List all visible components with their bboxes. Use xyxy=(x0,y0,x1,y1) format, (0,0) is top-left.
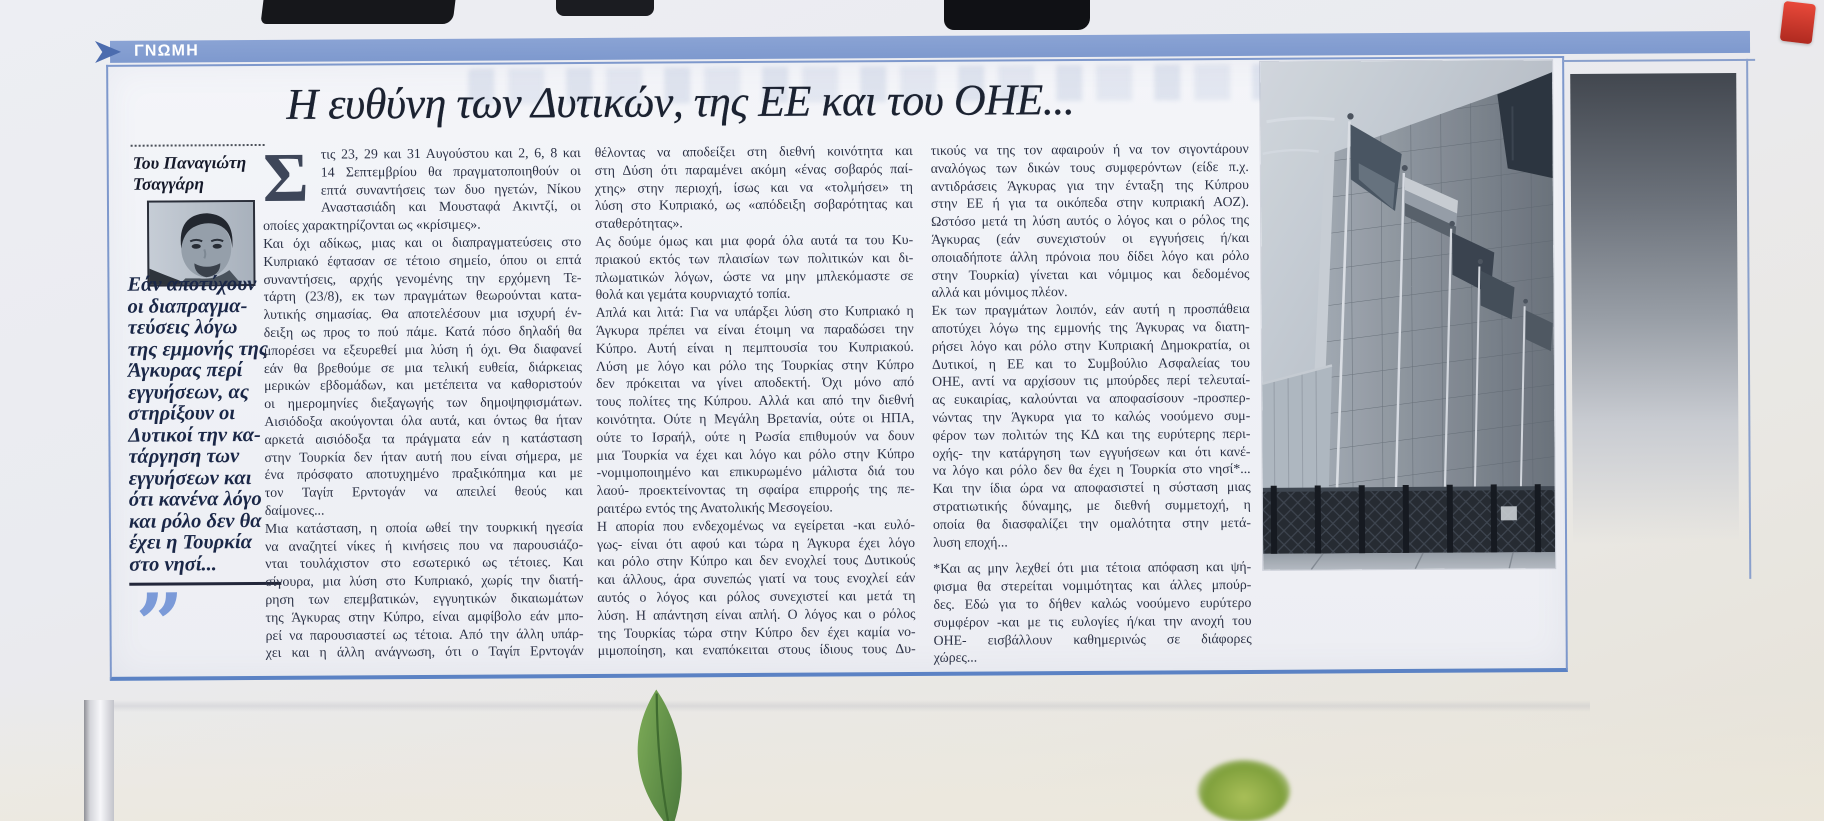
body-line: της Άγκυρας στην Κύπρο, είναι αμφίβολο εάν μπο- xyxy=(265,607,584,625)
pull-quote-line: εγγυήσεων, ας xyxy=(128,380,250,404)
body-line: Ας δούμε όμως και μια φορά όλα αυτά τα του Κυ- xyxy=(595,231,914,249)
pull-quote-line: ότι κανένα λόγο xyxy=(128,487,262,511)
body-line: να αναζητεί νίκες ή κινήσεις που να παρουσιάζο- xyxy=(265,536,584,554)
body-line: Λύση με λόγο και ρόλο της Τουρκίας στην Κύπρο xyxy=(595,356,915,374)
body-line: χτης» στην περιοχή, ίσως και να «τολμήσει» τη xyxy=(594,178,913,196)
plant-leaf xyxy=(593,679,717,821)
body-line: *Και ας μην λεχθεί ότι μια τέτοια απόφαση και ψή- xyxy=(933,559,1252,577)
body-line: μπορέσει να εξευρεθεί μια λύση ή όχι. Θα διαφανεί xyxy=(263,340,582,358)
column-1-lines xyxy=(262,139,584,662)
column-3-lines xyxy=(931,140,1252,667)
adjacent-box-top-border xyxy=(1563,59,1755,62)
body-line: μερικών εβδομάδων, και μετέπειτα να καθοριστούν xyxy=(264,376,583,394)
body-line: -νομιμοποιημένο και επικυρωμένο μάλιστα διά του xyxy=(596,463,915,481)
body-line: λαού- προεκτείνοντας τη σφαίρα επιρροής της πε- xyxy=(596,481,915,499)
article-photo-un-flags xyxy=(1260,60,1555,570)
byline xyxy=(133,152,247,194)
body-line: αυτός ο λόγος και ρόλος συνεχιστεί και μετά τη xyxy=(597,587,916,605)
body-line: λύση στο Κυπριακό, ως «απόδειξη σοβαρότητας και xyxy=(594,196,914,214)
body-line: Κυπριακό έφτασαν σε τέτοιο σημείο, όπου οι επτά xyxy=(263,251,582,269)
body-line: στη Δύση ότι παραμένει ακόμη «ένας σοβαρός παί- xyxy=(594,160,913,178)
body-line: επτά συναντήσεις των δυο ηγετών, Νίκου xyxy=(320,180,581,198)
pull-quote-line: Εάν αποτύχουν xyxy=(127,273,257,296)
body-line: θέλοντας να αποδείξει στη διεθνή κοινότητα και xyxy=(594,142,913,160)
body-column-3 xyxy=(931,140,1252,667)
body-line: δεν πρόκειται να γίνει αποδεκτή. Όχι μόνο από xyxy=(596,374,915,392)
body-line: σταθερότητας». xyxy=(595,215,683,232)
body-line: μιμοποίηση, και εναπόκειται στους ίδιους τους Δυ- xyxy=(597,641,916,659)
body-line: συμφέρον -και με τις ευλογίες ή/και την ανοχή του xyxy=(933,612,1252,630)
body-line: στρατιωτικής δύναμης, με διεθνή συμμετοχή, η xyxy=(932,496,1251,514)
body-line: ρεί να παρουσιαστεί ως τέτοια. Από την άλλη υπάρ- xyxy=(265,625,584,643)
body-line: δες. Εδώ για το δήθεν καλώς νοούμενο ευρύτερο xyxy=(933,594,1252,612)
red-corner-tab xyxy=(1780,1,1816,44)
drop-cap: Σ xyxy=(262,139,309,217)
body-line: Άγκυρα πρέπει να είναι έτοιμη να παραδώσει την xyxy=(595,320,914,338)
body-line: ΟΗΕ- εισβάλλουν καθημερινώς σε διάφορες xyxy=(933,630,1252,648)
pull-quote-line: έχει η Τουρκία xyxy=(128,531,253,554)
body-line: Εκ των πραγμάτων λοιπόν, εάν αυτή η προσπάθεια xyxy=(931,301,1250,319)
body-line: οι ημερομηνίες διεξαγωγής των δημοψηφισμάτων. xyxy=(264,394,583,412)
table-surface xyxy=(0,690,1824,821)
body-line: νώντας την Άγκυρα για το καλώς νοούμενο συμ- xyxy=(932,407,1251,425)
body-line: Ωστόσο μετά τη λύση αυτός ο λόγος και ο ρόλος της xyxy=(931,212,1250,230)
byline-line2: Τσαγγάρη xyxy=(132,172,204,194)
pull-quote-line: της εμμονής της xyxy=(127,337,269,361)
body-line: στην ΕΕ ή για τα οικόπεδα στην κυπριακή ΑΟΖ). xyxy=(930,194,1250,212)
pull-quote-line: εγγυήσεων και xyxy=(128,466,252,490)
pull-quote-line: τεύσεις λόγω xyxy=(127,316,238,339)
body-line: στην Τουρκία) γίνεται και νόμιμος και δεδομένος xyxy=(931,265,1250,283)
author-rail xyxy=(120,66,272,674)
body-line: φισμα θα στερείται νομιμότητας και άλλες μπούρ- xyxy=(933,577,1252,594)
body-line: οποίες χαρακτηρίζονται ως «κρίσιμες». xyxy=(263,216,481,234)
body-line: ΟΗΕ, αντί να αρχίσουν τις μπούρδες περί τελευταί- xyxy=(932,372,1251,390)
body-line: σίγουρα, μια λύση στο Κυπριακό, χωρίς την διατή- xyxy=(265,572,584,590)
body-line: Αισιόδοξα ακούγονται όλα αυτά, και όντως θα ήταν xyxy=(264,411,583,429)
body-line: ραιτέρω εντός της Ανατολικής Μεσογείου. xyxy=(596,499,833,516)
plant-leaf-blurred xyxy=(1198,760,1290,821)
body-line: Άγκυρας (εάν συνεχιστούν οι εγγυήσεις ή/και xyxy=(931,229,1250,247)
body-line: μια Τουρκία να έχει και λόγο και ρόλο στην Κύπρο xyxy=(596,445,915,463)
body-line: στην Τουρκία δεν ήταν αυτή που είναι σήμερα, με xyxy=(264,447,583,465)
un-flags-photo-graphic xyxy=(1260,60,1555,570)
body-line: της Τουρκίας τώρα στην Κύπρο δεν έχει καμία νο- xyxy=(597,623,916,641)
body-line: ούτε το Ισραήλ, ούτε η Ρωσία επιθυμούν να δουν xyxy=(596,427,915,445)
body-line: κοινότητα. Ούτε η Μεγάλη Βρετανία, ούτε οι ΗΠΑ, xyxy=(596,409,915,427)
body-line: τάρτη (23/8), εκ των πραγμάτων θεωρούνται κατα- xyxy=(263,287,582,305)
pull-quote-line: στηρίξουν οι xyxy=(128,402,236,425)
body-line: αρκετά αισιόδοξα τα πράγματα εάν η κατάσταση xyxy=(264,429,583,447)
body-line: γως- είναι ότι αφού και τώρα η Άγκυρα έχει λόγο xyxy=(597,534,916,552)
body-line: φέρον των πολιτών της ΚΔ και της ευρύτερης περι- xyxy=(932,425,1251,443)
body-line: 14 Σεπτεμβρίου θα πραγματοποιηθούν οι xyxy=(320,162,581,180)
pull-quote-line: και ρόλο δεν θα xyxy=(128,509,262,533)
body-column-2 xyxy=(595,142,916,660)
body-line: νται τουλάχιστον στο εσωτερικό ως τέτοιες. Και xyxy=(265,554,584,572)
body-line: ρηση των επεμβατικών, εγγυητικών δικαιωμάτων xyxy=(265,589,584,607)
column-2-lines xyxy=(595,142,916,660)
body-line: τους πολίτες της Κύπρου. Αλλά και από την διεθνή xyxy=(596,392,915,410)
body-line: Δυτικοί, η ΕΕ και το Συμβούλιο Ασφαλείας του xyxy=(931,354,1251,372)
body-line: αποτύχει λόγω της εμμονής της Άγκυρας να διατη- xyxy=(931,318,1250,336)
body-line: τικούς να της τον αφαιρούν ή να τον σιγοντάρουν xyxy=(930,140,1249,158)
body-line: πλωματικών λόγων, ώστε να μην μπλεκόμαστε σε xyxy=(595,267,914,285)
body-column-1 xyxy=(262,139,584,662)
pull-quote-line: Δυτικοί την κα- xyxy=(128,423,261,447)
pull-quote-line: στο νησί... xyxy=(129,552,217,576)
body-line: πριακού εκτός των πλαισίων των πολιτικών και δι- xyxy=(595,249,914,267)
article-box xyxy=(106,56,1568,681)
body-line: οποιαδήποτε άλλη πρόνοια που δίδει λόγο και ρόλο xyxy=(931,247,1250,265)
body-line: δαίμονες... xyxy=(264,502,325,518)
body-line: και ρόλο στην Κύπρο και δεν ενοχλεί τους Δυτικούς xyxy=(597,552,916,570)
body-line: Και όχι αδίκως, μιας και οι διαπραγματεύσεις στο xyxy=(263,234,582,251)
body-line: Αναστασιάδη και Μουσταφά Ακιντζί, οι xyxy=(320,198,582,215)
body-line: εάν θα βρεθούμε σε μια τελική ευθεία, διάρκειας xyxy=(263,358,583,376)
adjacent-article-photo xyxy=(1570,73,1739,544)
body-line: ας ευκαιρίας, καλούνται να αποφασίσουν -προσπερ- xyxy=(932,390,1251,408)
body-line: Κύπρο. Αυτή είναι η πεμπτουσία του Κυπριακού. xyxy=(595,338,914,356)
section-label: ΓΝΩΜΗ xyxy=(133,42,199,60)
body-line: ρήσει λόγο και ρόλο στην Κυπριακή Δημοκρατία, οι xyxy=(931,336,1250,354)
body-line: να λόγο και ρόλο δεν θα έχει η Τουρκία στο νησί*... xyxy=(932,461,1251,479)
pull-quote-line: τάργηση των xyxy=(128,445,240,468)
body-line: τον Ταγίπ Ερντογάν να απειλεί θεούς και xyxy=(264,483,583,501)
leaf-graphic xyxy=(593,679,717,821)
body-line: Και την ίδια ώρα να αποφασιστεί η σύσταση μιας xyxy=(932,479,1251,497)
body-line: και άλλους, άρα συνεπώς γιατί να τους ενοχλεί εάν xyxy=(597,570,916,588)
body-line: οποία θα διασφαλίζει την ομαλότητα στην μετά- xyxy=(932,514,1251,532)
body-line: αντιδράσεις Άγκυρας για την ένταξη της Κύπρου xyxy=(930,176,1249,194)
pull-quote xyxy=(127,274,281,586)
byline-rule xyxy=(131,144,265,147)
body-line: Μια κατάσταση, η οποία ωθεί την τουρκική ηγεσία xyxy=(264,518,583,536)
body-line: δειξη ως προς το πού πάμε. Κατά πόσο δηλαδή θα xyxy=(263,322,582,340)
article-title: Η ευθύνη των Δυτικών, της ΕΕ και του ΟΗΕ... xyxy=(286,75,1075,129)
body-line: Η απορία που ενδεχομένως να εγείρεται -και ευλό- xyxy=(596,516,915,534)
paper-edge xyxy=(84,700,114,821)
body-line: αλλά και μόνιμος πλέον. xyxy=(931,284,1068,301)
body-line: λύση. Η απάντηση είναι απλή. Ο λόγος και ο ρόλος xyxy=(597,605,916,623)
body-line: χώρες... xyxy=(933,649,978,666)
pull-quote-line: οι διαπραγμα- xyxy=(127,294,248,318)
body-line: λυση εποχή... xyxy=(933,533,1008,550)
body-line: χει και η άλλη ανάγνωση, ότι ο Ταγίπ Ερντογάν xyxy=(265,643,584,661)
body-line: αναλόγως των δικών τους συμφερόντων (είδε π.χ. xyxy=(930,158,1249,176)
body-line: λυτικής σημασίας. Θα αποτελέσουν μια ισχυρή έν- xyxy=(263,305,582,323)
body-line: συναντήσεις, αρχής γενομένης την ερχόμενη Τε- xyxy=(263,269,582,287)
closing-quote-icon: ” xyxy=(135,574,185,674)
pull-quote-line: Άγκυρας περί xyxy=(127,359,243,382)
body-line: τις 23, 29 και 31 Αυγούστου και 2, 6, 8 και xyxy=(320,145,581,162)
body-line: οχής- την κατάργηση των εγγυήσεων και ότι κανέ- xyxy=(932,443,1251,461)
body-line: ένα πρόσφατο αποτυχημένο πραξικόπημα και με xyxy=(264,465,583,483)
adjacent-box-right-border xyxy=(1746,59,1751,579)
body-line: Απλά και λιτά: Για να υπάρξει λύση στο Κυπριακό η xyxy=(595,303,914,321)
byline-line1: Του Παναγιώτη xyxy=(132,152,247,173)
body-line: θολά και γεμάτα κουρνιαχτό τοπία. xyxy=(595,286,791,303)
